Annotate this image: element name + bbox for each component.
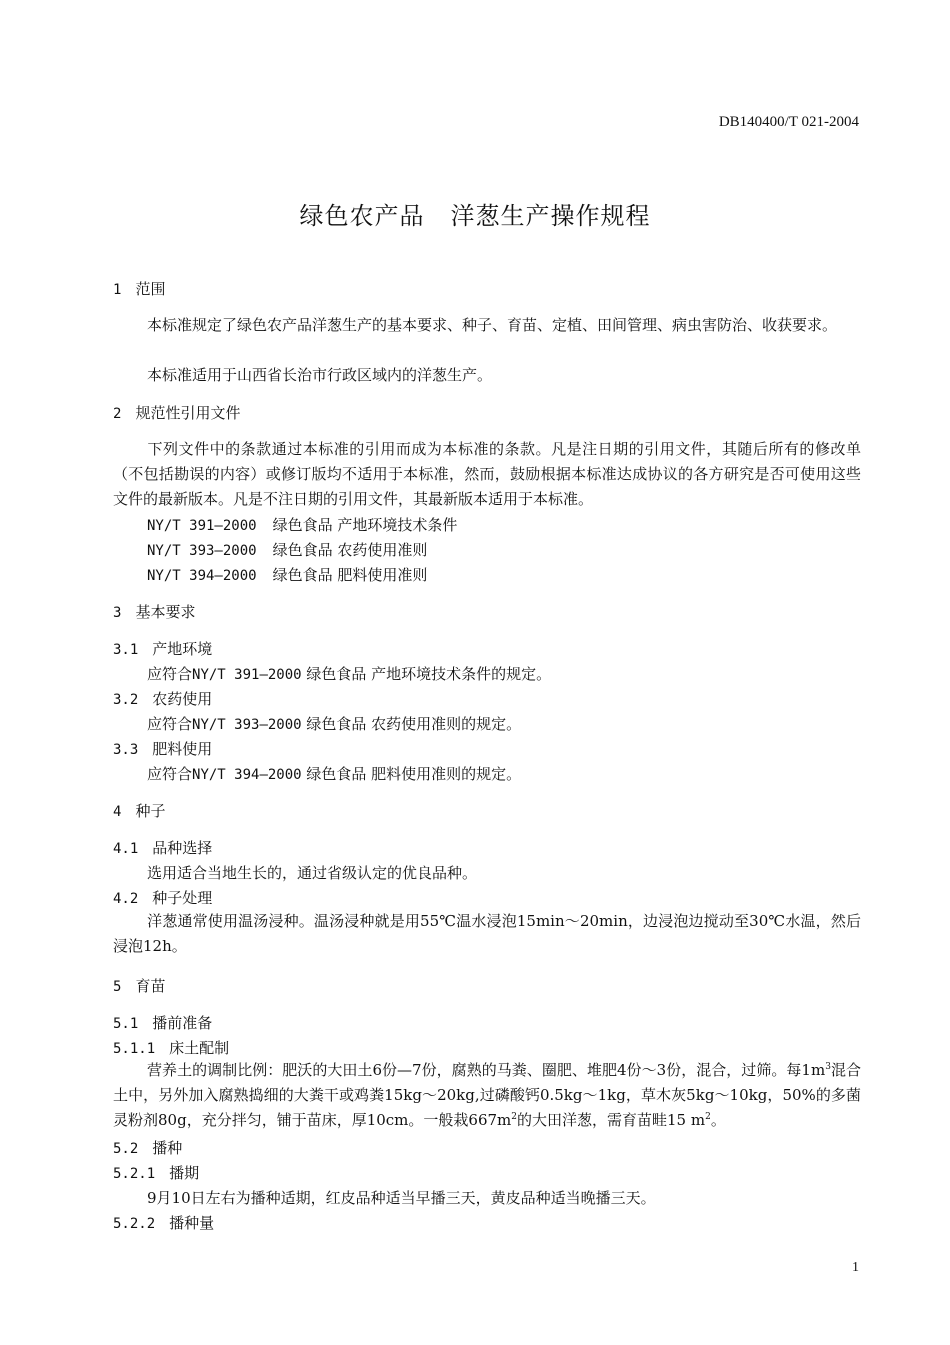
title-part-1: 绿色农产品 [299,202,425,230]
subsection-3-1-heading: 3.1 产地环境 [113,640,213,658]
subsection-3-2-heading: 3.2 农药使用 [113,690,213,708]
section-3-heading: 3 基本要求 [113,603,196,621]
subsection-5-1-heading: 5.1 播前准备 [113,1014,213,1032]
reference-item: NY/T 394—2000 绿色食品 肥料使用准则 [147,566,428,584]
page-number: 1 [852,1260,859,1275]
title-part-2: 洋葱生产操作规程 [450,202,651,230]
subsection-3-2-text: 应符合NY/T 393—2000 绿色食品 农药使用准则的规定。 [147,715,522,733]
subsection-4-1-heading: 4.1 品种选择 [113,839,213,857]
subsection-3-3-heading: 3.3 肥料使用 [113,740,213,758]
subsection-5-2-2-heading: 5.2.2 播种量 [113,1214,215,1232]
standard-code: DB140400/T 021-2004 [718,114,859,130]
subsection-5-2-1-heading: 5.2.1 播期 [113,1164,200,1182]
section-1-paragraph-2: 本标准适用于山西省长治市行政区域内的洋葱生产。 [147,366,493,384]
section-2-paragraph: 下列文件中的条款通过本标准的引用而成为本标准的条款。凡是注日期的引用文件，其随后所有的修改单（不包括勘误的内容）或修订版均不适用于本标准，然而，鼓励根据本标准达成协议的各方研究是否可使用这些文件的最新版本。凡是不注日期的引用文件，其最新版本适用于本标准。 [113,440,861,508]
reference-item: NY/T 391—2000 绿色食品 产地环境技术条件 [147,516,458,534]
section-1-heading: 1 范围 [113,280,166,298]
subsection-3-1-text: 应符合NY/T 391—2000 绿色食品 产地环境技术条件的规定。 [147,665,552,683]
subsection-5-1-1-text: 营养土的调制比例：肥沃的大田土6份—7份，腐熟的马粪、圈肥、堆肥4份～3份，混合，过筛。每$1m^3$混合土中，另外加入腐熟捣细的大粪干或鸡粪15kg～20kg,过磷酸钙0.5kg～1kg，草木灰5kg～10kg，50%的多菌灵粉剂80g，充分拌匀，铺于苗床，厚10cm。一般栽$667m^2$的大田洋葱，需育苗畦15 $m^2$。 [113,1061,861,1129]
subsection-3-3-text: 应符合NY/T 394—2000 绿色食品 肥料使用准则的规定。 [147,765,522,783]
subsection-4-2-heading: 4.2 种子处理 [113,889,213,907]
subsection-4-1-text: 选用适合当地生长的，通过省级认定的优良品种。 [147,864,478,882]
document-title [0,196,950,231]
subsection-4-2-text: 洋葱通常使用温汤浸种。温汤浸种就是用55℃温水浸泡15min～20min，边浸泡边搅动至30℃水温，然后浸泡12h。 [113,912,861,955]
subsection-5-2-heading: 5.2 播种 [113,1139,183,1157]
reference-item: NY/T 393—2000 绿色食品 农药使用准则 [147,541,428,559]
section-5-heading: 5 育苗 [113,977,166,995]
section-1-paragraph-1: 本标准规定了绿色农产品洋葱生产的基本要求、种子、育苗、定植、田间管理、病虫害防治、收获要求。 [147,316,838,334]
subsection-5-1-1-heading: 5.1.1 床土配制 [113,1039,230,1057]
section-4-heading: 4 种子 [113,802,166,820]
subsection-5-2-1-text: 9月10日左右为播种适期，红皮品种适当早播三天，黄皮品种适当晚播三天。 [147,1189,656,1207]
section-2-heading: 2 规范性引用文件 [113,404,241,422]
